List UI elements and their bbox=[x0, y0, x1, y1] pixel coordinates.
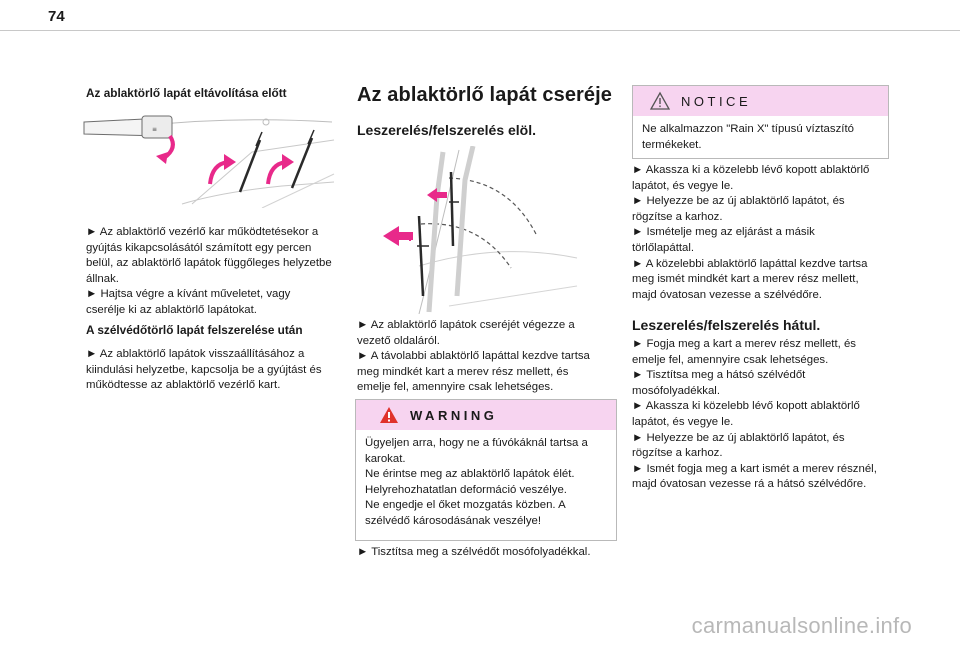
text-line: majd óvatosan vezesse a szélvédőre. bbox=[632, 288, 822, 301]
text-line: mosófolyadékkal. bbox=[632, 384, 721, 397]
text-line: ► Az ablaktörlő lapátok cseréjét végezze a bbox=[357, 319, 575, 331]
text-line: ► Fogja meg a kart a merev rész mellett, és bbox=[632, 338, 856, 350]
text-line: emelje fel, amennyire csak lehetséges. bbox=[357, 381, 554, 394]
text-line: rögzítse a karhoz. bbox=[632, 447, 723, 460]
text-line: ► Ismét fogja meg a kart ismét a merev résznél, bbox=[632, 462, 877, 475]
wiper-stalk-illustration bbox=[82, 112, 340, 208]
warning-box bbox=[355, 399, 617, 541]
front-subtitle: Leszerelés/felszerelés elöl. bbox=[357, 122, 536, 138]
text-line: ► Akassza ki a közelebb lévő kopott ablaktörlő bbox=[632, 164, 870, 176]
text-line: ► Az ablaktörlő lapátok visszaállításához a bbox=[86, 348, 305, 360]
text-line: ► A távolabbi ablaktörlő lapáttal kezdve tartsa bbox=[357, 350, 590, 363]
instruction-paragraph-clean bbox=[357, 545, 619, 561]
text-line: cserélje ki az ablaktörlő lapátokat. bbox=[86, 303, 257, 316]
text-line: törlőlapáttal. bbox=[632, 241, 695, 254]
text-line: Ne alkalmazzon "Rain X" típusú víztaszító bbox=[642, 123, 854, 135]
text-line: lapátot, és vegye le. bbox=[632, 415, 734, 428]
text-line: Ügyeljen arra, hogy ne a fúvókáknál tartsa a bbox=[365, 437, 588, 449]
instruction-paragraph-1 bbox=[86, 225, 348, 319]
text-line: Ne érintse meg az ablaktörlő lapátok élét. bbox=[365, 468, 575, 481]
text-line: ► Ismételje meg az eljárást a másik bbox=[632, 226, 815, 239]
text-line: szélvédő károsodásának veszélye! bbox=[365, 514, 542, 527]
instruction-paragraph-rear bbox=[632, 337, 894, 493]
text-line: ► Tisztítsa meg a hátsó szélvédőt bbox=[632, 369, 806, 382]
rear-subtitle: Leszerelés/felszerelés hátul. bbox=[632, 317, 821, 333]
front-wiper-illustration bbox=[379, 146, 579, 314]
text-line: Ne engedje el őket mozgatás közben. A bbox=[365, 499, 566, 512]
text-line: ► Helyezze be az új ablaktörlő lapátot, és bbox=[632, 195, 845, 208]
text-line: meg ismét mindkét kart a merev rész mellett, bbox=[632, 273, 859, 286]
text-line: meg mindkét kart a merev rész mellett, és bbox=[357, 365, 569, 378]
instruction-paragraph-replace bbox=[632, 163, 894, 303]
instruction-paragraph-2 bbox=[86, 347, 348, 394]
notice-title: NOTICE bbox=[681, 93, 752, 109]
text-line: rögzítse a karhoz. bbox=[632, 210, 723, 223]
notice-body bbox=[633, 116, 888, 159]
text-line: működtesse az ablaktörlő vezérlő kart. bbox=[86, 379, 281, 392]
subheading: A szélvédőtörlő lapát felszerelése után bbox=[86, 323, 303, 337]
text-line: vezető oldaláról. bbox=[357, 334, 440, 347]
text-line: majd óvatosan vezesse rá a hátsó szélvédőre. bbox=[632, 478, 867, 491]
warning-body bbox=[356, 430, 616, 536]
text-line: lapátot, és vegye le. bbox=[632, 179, 734, 192]
text-line: ► A közelebbi ablaktörlő lapáttal kezdve tartsa bbox=[632, 257, 868, 270]
instruction-paragraph-front bbox=[357, 318, 619, 396]
text-line: ► Akassza ki közelebb lévő kopott ablaktörlő bbox=[632, 400, 860, 413]
text-line: ► Tisztítsa meg a szélvédőt mosófolyadékkal. bbox=[357, 546, 591, 558]
page-number: 74 bbox=[48, 8, 65, 25]
text-line: kiindulási helyzetbe, kapcsolja be a gyújtást és bbox=[86, 363, 322, 376]
notice-box bbox=[632, 85, 889, 159]
warning-triangle-icon bbox=[378, 405, 400, 425]
section-heading: Az ablaktörlő lapát eltávolítása előtt bbox=[86, 86, 287, 100]
svg-text:≡: ≡ bbox=[152, 126, 158, 133]
text-line: Helyrehozhatatlan deformáció veszélye. bbox=[365, 483, 567, 496]
notice-header bbox=[633, 86, 888, 116]
header-rule bbox=[0, 30, 960, 31]
text-line: gyújtás kikapcsolásától számított egy percen bbox=[86, 241, 312, 254]
text-line: emelje fel, amennyire csak lehetséges. bbox=[632, 353, 829, 366]
watermark: carmanualsonline.info bbox=[691, 613, 912, 638]
text-line: állnak. bbox=[86, 272, 119, 285]
text-line: ► Helyezze be az új ablaktörlő lapátot, és bbox=[632, 431, 845, 444]
section-title: Az ablaktörlő lapát cseréje bbox=[357, 84, 613, 106]
text-line: belül, az ablaktörlő lapátok függőleges helyzetbe bbox=[86, 257, 332, 270]
notice-triangle-icon bbox=[649, 91, 671, 111]
text-line: ► Az ablaktörlő vezérlő kar működtetésekor a bbox=[86, 226, 319, 238]
text-line: karokat. bbox=[365, 452, 406, 465]
text-line: ► Hajtsa végre a kívánt műveletet, vagy bbox=[86, 288, 291, 301]
text-line: termékeket. bbox=[642, 138, 702, 151]
warning-title: WARNING bbox=[410, 407, 498, 423]
warning-header bbox=[356, 400, 616, 430]
